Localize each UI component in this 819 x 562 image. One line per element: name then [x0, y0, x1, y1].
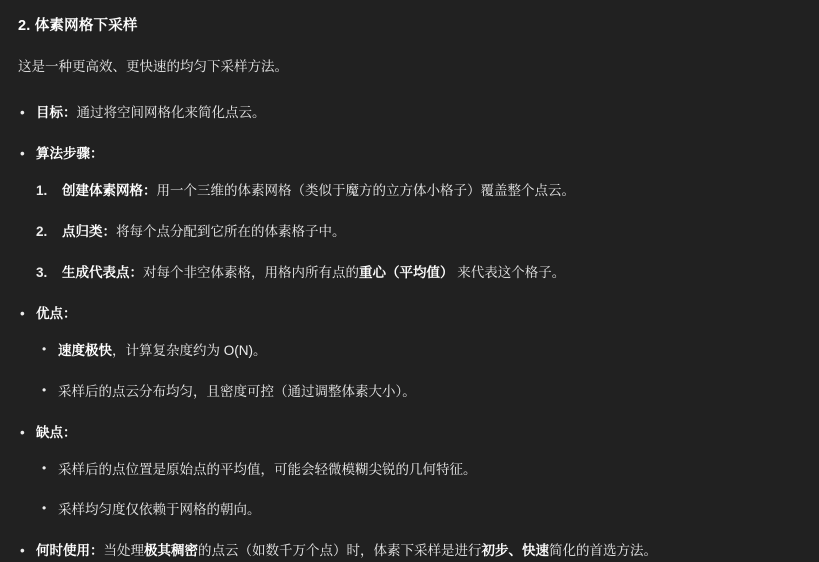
- advantage-text: ，计算复杂度约为 O(N)。: [112, 342, 267, 358]
- bullet-icon: •: [20, 105, 25, 121]
- sub-bullet-icon: •: [42, 501, 47, 516]
- step-text: 将每个点分配到它所在的体素格子中。: [116, 224, 346, 240]
- step-label: 点归类：: [62, 224, 116, 240]
- step-number: 1.: [36, 183, 48, 199]
- disadvantage-item: [36, 460, 801, 481]
- step-label: 生成代表点：: [62, 264, 143, 280]
- disadvantage-text: 采样后的点位置是原始点的平均值，可能会轻微模糊尖锐的几何特征。: [58, 461, 477, 477]
- when-to-use-emphasis-fast: 初步、快速: [481, 543, 549, 559]
- page-title: 2. 体素网格下采样: [18, 18, 138, 34]
- disadvantages-list: [36, 460, 801, 522]
- when-to-use-label: 何时使用：: [36, 543, 104, 559]
- when-to-use-text-after: 简化的首选方法。: [549, 543, 657, 559]
- list-item-advantages: [18, 304, 801, 403]
- algorithm-steps-list: [36, 181, 801, 284]
- list-item-disadvantages: [18, 423, 801, 522]
- bullet-icon: •: [20, 305, 25, 321]
- advantages-list: [36, 341, 801, 403]
- disadvantages-label: 缺点：: [36, 424, 77, 440]
- advantage-item: [36, 341, 801, 362]
- bullet-icon: •: [20, 543, 25, 559]
- algorithm-steps-label: 算法步骤：: [36, 146, 104, 162]
- disadvantage-text: 采样均匀度仅依赖于网格的朝向。: [58, 502, 261, 518]
- step-text-after: 来代表这个格子。: [457, 264, 566, 280]
- goal-label: 目标：: [36, 105, 77, 121]
- step-emphasis: 重心（平均值）: [359, 264, 454, 280]
- bullet-icon: •: [20, 146, 25, 162]
- when-to-use-emphasis-dense: 极其稠密: [144, 543, 198, 559]
- intro-paragraph: 这是一种更高效、更快速的均匀下采样方法。: [18, 59, 288, 74]
- list-item-when-to-use: [18, 541, 801, 562]
- goal-text: 通过将空间网格化来简化点云。: [76, 105, 266, 121]
- disadvantage-item: [36, 500, 801, 521]
- step-number: 3.: [36, 264, 48, 280]
- step-point-classification: [36, 222, 801, 243]
- step-create-voxel-grid: [36, 181, 801, 202]
- advantage-item: [36, 382, 801, 403]
- step-text-before: 对每个非空体素格，用格内所有点的: [143, 264, 359, 280]
- when-to-use-text-middle: 的点云（如数千万个点）时，体素下采样是进行: [198, 543, 482, 559]
- step-label: 创建体素网格：: [62, 183, 157, 199]
- step-generate-representative-point: [36, 263, 801, 284]
- sub-bullet-icon: •: [42, 341, 47, 356]
- content-list: [18, 103, 801, 562]
- advantage-emphasis: 速度极快: [58, 342, 112, 358]
- step-number: 2.: [36, 224, 48, 240]
- advantages-label: 优点：: [36, 305, 77, 321]
- sub-bullet-icon: •: [42, 382, 47, 397]
- bullet-icon: •: [20, 424, 25, 440]
- step-text: 用一个三维的体素网格（类似于魔方的立方体小格子）覆盖整个点云。: [156, 183, 575, 199]
- when-to-use-text-before: 当处理: [103, 543, 144, 559]
- list-item-goal: [18, 103, 801, 124]
- sub-bullet-icon: •: [42, 460, 47, 475]
- advantage-text: 采样后的点云分布均匀，且密度可控（通过调整体素大小）。: [58, 383, 416, 399]
- list-item-algorithm-steps: [18, 144, 801, 284]
